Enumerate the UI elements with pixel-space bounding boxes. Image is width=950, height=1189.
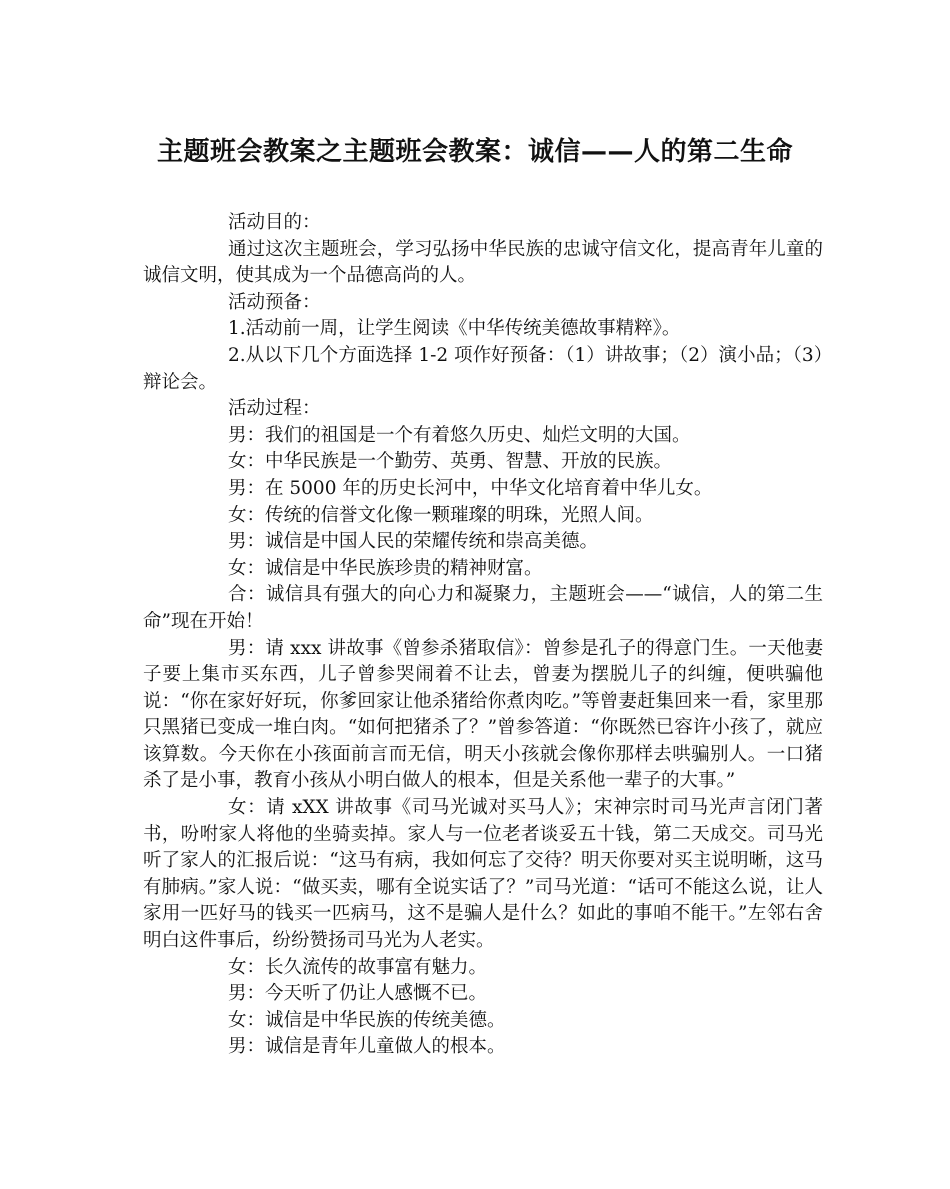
dialogue-line: 合：诚信具有强大的向心力和凝聚力，主题班会——“诚信，人的第二生命”现在开始！ bbox=[143, 584, 823, 632]
dialogue-line: 女：长久流传的故事富有魅力。 bbox=[228, 956, 488, 978]
story-paragraph: 男：请 xxx 讲故事《曾参杀猪取信》：曾参是孔子的得意门生。一天他妻子要上集市买东西，儿子曾参哭闹着不让去，曾妻为摆脱儿子的纠缠，便哄骗他说：“你在家好好玩，你爹回家让他杀猪给你煮肉吃。”等曾妻赶集回来一看，家里那只黑猪已变成一堆白肉。“如何把猪杀了？”曾参答道：“你既然已容许小孩了，就应该算数。今天你在小孩面前言而无信，明天小孩就会像你那样去哄骗别人。一口猪杀了是小事，教育小孩从小明白做人的根本，但是关系他一辈子的大事。” bbox=[143, 637, 823, 792]
section-heading-preparation: 活动预备： bbox=[228, 291, 321, 313]
dialogue-line: 男：我们的祖国是一个有着悠久历史、灿烂文明的大国。 bbox=[228, 424, 691, 446]
dialogue-line: 男：今天听了仍让人感慨不已。 bbox=[228, 983, 488, 1005]
dialogue-line: 女：诚信是中华民族珍贵的精神财富。 bbox=[228, 557, 543, 579]
preparation-item-2: 2.从以下几个方面选择 1-2 项作好预备：（1）讲故事；（2）演小品；（3）辩论会。 bbox=[143, 344, 823, 393]
preparation-item-1: 1.活动前一周，让学生阅读《中华传统美德故事精粹》。 bbox=[228, 318, 681, 340]
dialogue-line: 男：诚信是青年儿童做人的根本。 bbox=[228, 1036, 506, 1058]
document-title: 主题班会教案之主题班会教案：诚信——人的第二生命 bbox=[156, 137, 793, 167]
section-heading-process: 活动过程： bbox=[228, 398, 321, 420]
dialogue-line: 女：传统的信誉文化像一颗璀璨的明珠，光照人间。 bbox=[228, 504, 654, 526]
dialogue-line: 男：在 5000 年的历史长河中，中华文化培育着中华儿女。 bbox=[228, 477, 713, 499]
dialogue-line: 男：诚信是中国人民的荣耀传统和崇高美德。 bbox=[228, 531, 599, 553]
story-paragraph: 女：请 xXX 讲故事《司马光诚对买马人》；宋神宗时司马光声言闭门著书，吩咐家人将他的坐骑卖掉。家人与一位老者谈妥五十钱，第二天成交。司马光听了家人的汇报后说：“这马有病，我如何忘了交待？明天你要对买主说明晰，这马有肺病。”家人说：“做买卖，哪有全说实话了？”司马光道：“话可不能这么说，让人家用一匹好马的钱买一匹病马，这不是骗人是什么？如此的事咱不能干。”左邻右舍明白这件事后，纷纷赞扬司马光为人老实。 bbox=[143, 797, 823, 952]
dialogue-line: 女：中华民族是一个勤劳、英勇、智慧、开放的民族。 bbox=[228, 451, 673, 473]
document-body bbox=[143, 210, 823, 1061]
paragraph-purpose: 通过这次主题班会，学习弘扬中华民族的忠诚守信文化，提高青年儿童的诚信文明，使其成为一个品德高尚的人。 bbox=[143, 238, 823, 287]
section-heading-purpose: 活动目的： bbox=[228, 212, 321, 233]
dialogue-line: 女：诚信是中华民族的传统美德。 bbox=[228, 1009, 506, 1031]
